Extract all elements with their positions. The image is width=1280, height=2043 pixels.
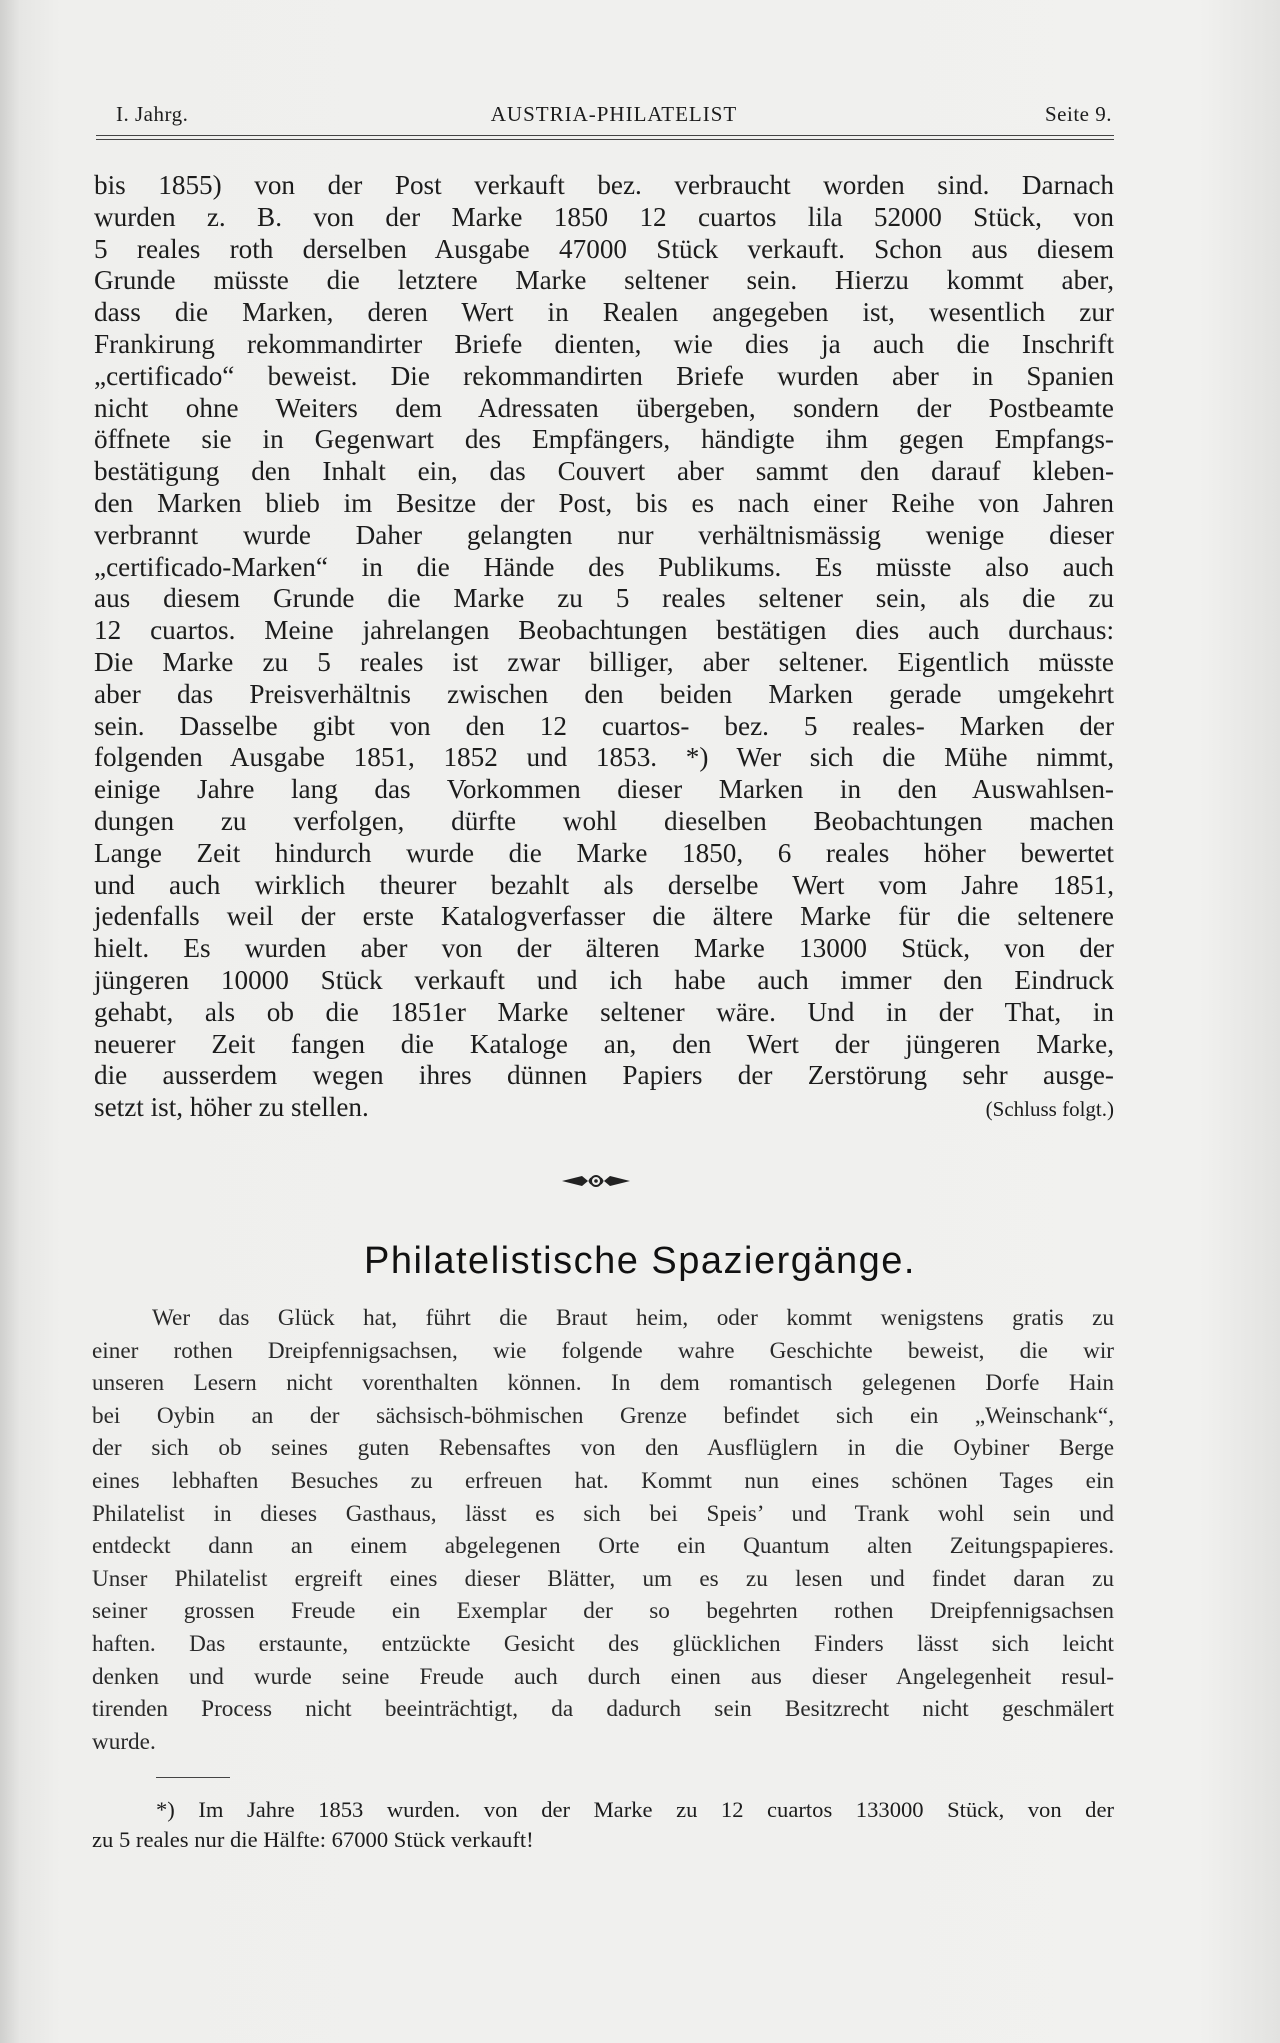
text-line: bis 1855) von der Post verkauft bez. verbraucht worden sind. Darnach xyxy=(94,170,1114,200)
text-line: 5 reales roth derselben Ausgabe 47000 Stück verkauft. Schon aus diesem xyxy=(94,233,1114,264)
text-line: jüngeren 10000 Stück verkauft und ich habe auch immer den Eindruck xyxy=(94,964,1114,995)
section-title: Philatelistische Spaziergänge. xyxy=(364,1240,916,1282)
text-line: dass die Marken, deren Wert in Realen angegeben ist, wesentlich zur xyxy=(94,297,1114,328)
text-line: öffnete sie in Gegenwart des Empfängers, händigte ihm gegen Empfangs- xyxy=(94,424,1114,455)
text-line: Frankirung rekommandirter Briefe dienten, wie dies ja auch die Inschrift xyxy=(94,328,1114,359)
article-continuation xyxy=(94,170,1114,1124)
closing-line xyxy=(94,1092,1114,1124)
text-line: *) Im Jahre 1853 wurden. von der Marke zu 12 cuartos 133000 Stück, von der xyxy=(156,1797,1114,1822)
text-line: hielt. Es wurden aber von der älteren Marke 13000 Stück, von der xyxy=(94,933,1114,964)
text-line: 12 cuartos. Meine jahrelangen Beobachtungen bestätigen dies auch durchaus: xyxy=(94,615,1114,646)
text-line: neuerer Zeit fangen die Kataloge an, den Wert der jüngeren Marke, xyxy=(94,1028,1114,1059)
text-line: aus diesem Grunde die Marke zu 5 reales seltener sein, als die zu xyxy=(94,583,1114,614)
closing-text: setzt ist, höher zu stellen. xyxy=(94,1092,369,1123)
continued-note: (Schluss folgt.) xyxy=(985,1097,1114,1122)
text-line: „certificado“ beweist. Die rekommandirten Briefe wurden aber in Spanien xyxy=(94,360,1114,391)
running-header xyxy=(116,100,1112,134)
text-line: „certificado-Marken“ in die Hände des Publikums. Es müsste also auch xyxy=(94,551,1114,582)
text-line: folgenden Ausgabe 1851, 1852 und 1853. *) Wer sich die Mühe nimmt, xyxy=(94,742,1114,773)
text-line: bestätigung den Inhalt ein, das Couvert aber sammt den darauf kleben- xyxy=(94,456,1114,487)
text-line: Grunde müsste die letztere Marke seltener sein. Hierzu kommt aber, xyxy=(94,265,1114,296)
text-line: Die Marke zu 5 reales ist zwar billiger, aber seltener. Eigentlich müsste xyxy=(94,646,1114,677)
text-line: jedenfalls weil der erste Katalogverfasser die ältere Marke für die seltenere xyxy=(94,901,1114,932)
page-number: Seite 9. xyxy=(1045,102,1112,126)
text-line: Wer das Glück hat, führt die Braut heim, oder kommt wenigstens gratis zu xyxy=(152,1305,1114,1331)
article-spaziergaenge xyxy=(92,1302,1114,1758)
text-line: aber das Preisverhältnis zwischen den beiden Marken gerade umgekehrt xyxy=(94,678,1114,709)
text-line: wurden z. B. von der Marke 1850 12 cuartos lila 52000 Stück, von xyxy=(94,201,1114,232)
text-line: sein. Dasselbe gibt von den 12 cuartos- bez. 5 reales- Marken der xyxy=(94,710,1114,741)
text-line: Lange Zeit hindurch wurde die Marke 1850, 6 reales höher bewertet xyxy=(94,837,1114,868)
header-rule-top xyxy=(96,135,1114,136)
text-line: einige Jahre lang das Vorkommen dieser Marken in den Auswahlsen- xyxy=(94,774,1114,805)
volume-label: I. Jahrg. xyxy=(116,102,189,126)
text-line: nicht ohne Weiters dem Adressaten übergeben, sondern der Postbeamte xyxy=(94,392,1114,423)
text-line: Unser Philatelist ergreift eines dieser Blätter, um es zu lesen und findet daran zu xyxy=(92,1565,1114,1592)
text-line: haften. Das erstaunte, entzückte Gesicht des glücklichen Finders lässt sich leicht xyxy=(92,1630,1114,1657)
text-line: seiner grossen Freude ein Exemplar der so begehrten rothen Dreipfennigsachsen xyxy=(92,1598,1114,1625)
text-line: verbrannt wurde Daher gelangten nur verhältnismässig wenige dieser xyxy=(94,519,1114,550)
text-line: der sich ob seines guten Rebensaftes von den Ausflüglern in die Oybiner Berge xyxy=(92,1435,1114,1462)
text-line: denken und wurde seine Freude auch durch einen aus dieser Angelegenheit resul- xyxy=(92,1663,1114,1690)
text-line: unseren Lesern nicht vorenthalten können. In dem romantisch gelegenen Dorfe Hain xyxy=(92,1370,1114,1397)
text-line: tirenden Process nicht beeinträchtigt, da dadurch sein Besitzrecht nicht geschmälert xyxy=(92,1696,1114,1723)
text-line: gehabt, als ob die 1851er Marke seltener wäre. Und in der That, in xyxy=(94,996,1114,1027)
section-divider-ornament xyxy=(560,1170,632,1192)
text-line: entdeckt dann an einem abgelegenen Orte ein Quantum alten Zeitungspapieres. xyxy=(92,1533,1114,1560)
text-line: zu 5 reales nur die Hälfte: 67000 Stück verkauft! xyxy=(92,1827,534,1852)
text-line: die ausserdem wegen ihres dünnen Papiers der Zerstörung sehr ausge- xyxy=(94,1060,1114,1091)
text-line: eines lebhaften Besuches zu erfreuen hat. Kommt nun eines schönen Tages ein xyxy=(92,1467,1114,1494)
text-line: einer rothen Dreipfennigsachsen, wie folgende wahre Geschichte beweist, die wir xyxy=(92,1337,1114,1364)
text-line: den Marken blieb im Besitze der Post, bis es nach einer Reihe von Jahren xyxy=(94,487,1114,518)
footnote xyxy=(92,1795,1114,1855)
text-line: wurde. xyxy=(92,1728,156,1755)
text-line: Philatelist in dieses Gasthaus, lässt es sich bei Speis’ und Trank wohl sein und xyxy=(92,1500,1114,1527)
text-line: und auch wirklich theurer bezahlt als derselbe Wert vom Jahre 1851, xyxy=(94,869,1114,900)
text-line: dungen zu verfolgen, dürfte wohl dieselben Beobachtungen machen xyxy=(94,805,1114,836)
footnote-rule xyxy=(156,1777,230,1778)
text-line: bei Oybin an der sächsisch-böhmischen Grenze befindet sich ein „Weinschank“, xyxy=(92,1402,1114,1429)
header-rule-bottom xyxy=(96,139,1114,140)
journal-title: AUSTRIA-PHILATELIST xyxy=(490,102,738,126)
